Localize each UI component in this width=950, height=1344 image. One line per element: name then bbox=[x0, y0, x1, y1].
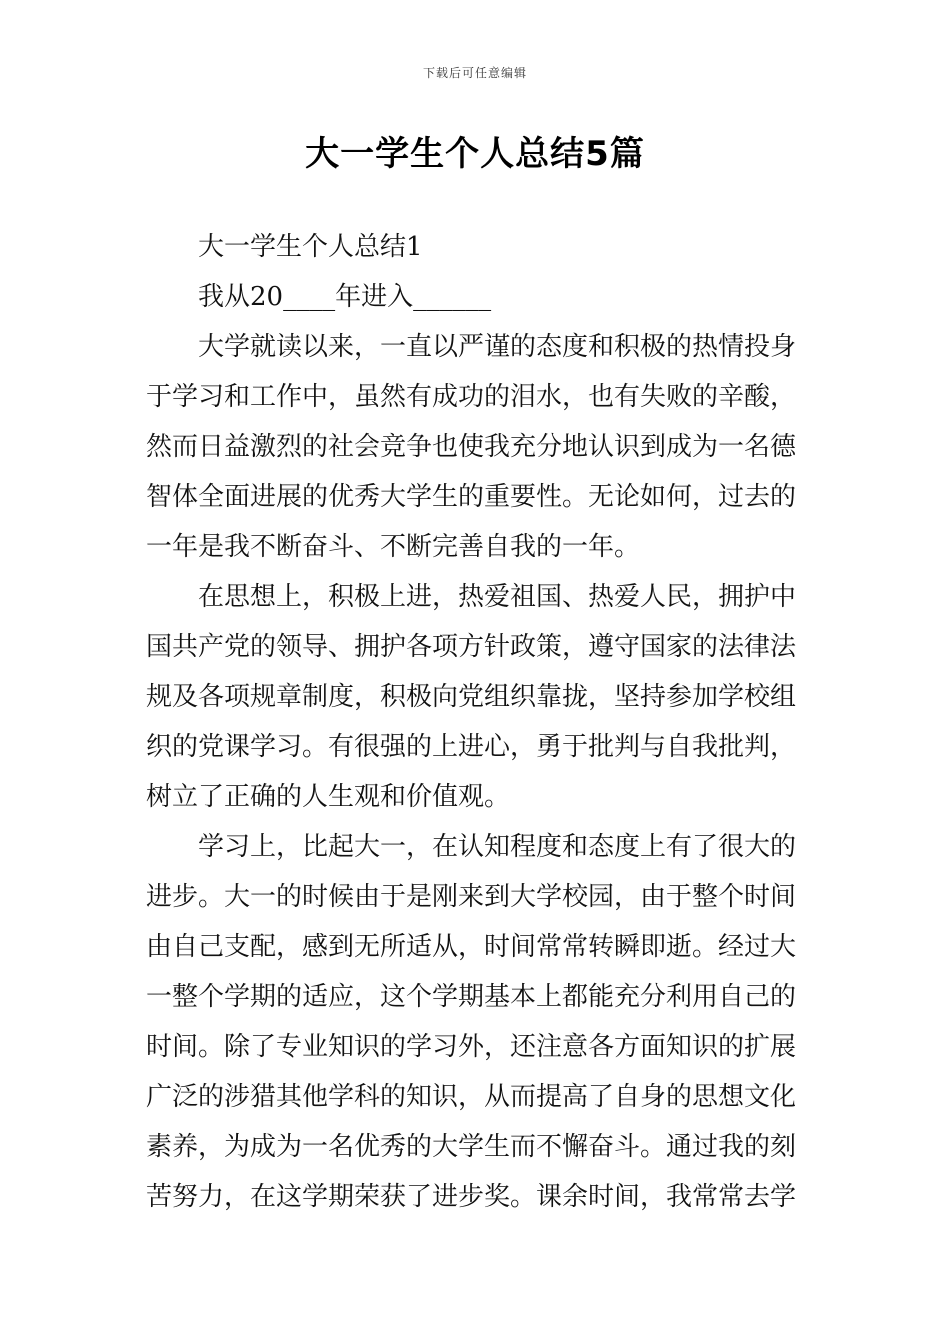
paragraph-line: 素养，为成为一名优秀的大学生而不懈奋斗。通过我的刻 bbox=[146, 1132, 797, 1162]
paragraph-line: 大学就读以来，一直以严谨的态度和积极的热情投身 bbox=[198, 332, 797, 362]
paragraph-line: 一年是我不断奋斗、不断完善自我的一年。 bbox=[146, 532, 641, 562]
intro-line: 我从20____年进入______ bbox=[198, 282, 492, 312]
paragraph-3 bbox=[146, 822, 806, 1222]
paragraph-line: 广泛的涉猎其他学科的知识，从而提高了自身的思想文化 bbox=[146, 1082, 797, 1112]
paragraph-line: 织的党课学习。有很强的上进心，勇于批判与自我批判， bbox=[146, 732, 797, 762]
paragraph-line: 于学习和工作中，虽然有成功的泪水，也有失败的辛酸， bbox=[146, 382, 797, 412]
paragraph-line: 规及各项规章制度，积极向党组织靠拢，坚持参加学校组 bbox=[146, 682, 797, 712]
paragraph-line: 苦努力，在这学期荣获了进步奖。课余时间，我常常去学 bbox=[146, 1182, 797, 1212]
paragraph-2 bbox=[146, 572, 806, 822]
paragraph-line: 国共产党的领导、拥护各项方针政策，遵守国家的法律法 bbox=[146, 632, 797, 662]
document-body bbox=[146, 222, 806, 1222]
paragraph-line: 一整个学期的适应，这个学期基本上都能充分利用自己的 bbox=[146, 982, 797, 1012]
header-note: 下载后可任意编辑 bbox=[422, 66, 527, 80]
paragraph-line: 然而日益激烈的社会竞争也使我充分地认识到成为一名德 bbox=[146, 432, 797, 462]
paragraph-line: 智体全面进展的优秀大学生的重要性。无论如何，过去的 bbox=[146, 482, 797, 512]
section-heading: 大一学生个人总结1 bbox=[198, 232, 423, 262]
paragraph-line: 由自己支配，感到无所适从，时间常常转瞬即逝。经过大 bbox=[146, 932, 797, 962]
document-title: 大一学生个人总结5篇 bbox=[305, 134, 645, 174]
paragraph-line: 进步。大一的时候由于是刚来到大学校园，由于整个时间 bbox=[146, 882, 797, 912]
paragraph-line: 在思想上，积极上进，热爱祖国、热爱人民，拥护中 bbox=[198, 582, 797, 612]
paragraph-line: 树立了正确的人生观和价值观。 bbox=[146, 782, 511, 812]
paragraph-1 bbox=[146, 322, 806, 572]
paragraph-line: 时间。除了专业知识的学习外，还注意各方面知识的扩展 bbox=[146, 1032, 797, 1062]
paragraph-line: 学习上，比起大一，在认知程度和态度上有了很大的 bbox=[198, 832, 797, 862]
